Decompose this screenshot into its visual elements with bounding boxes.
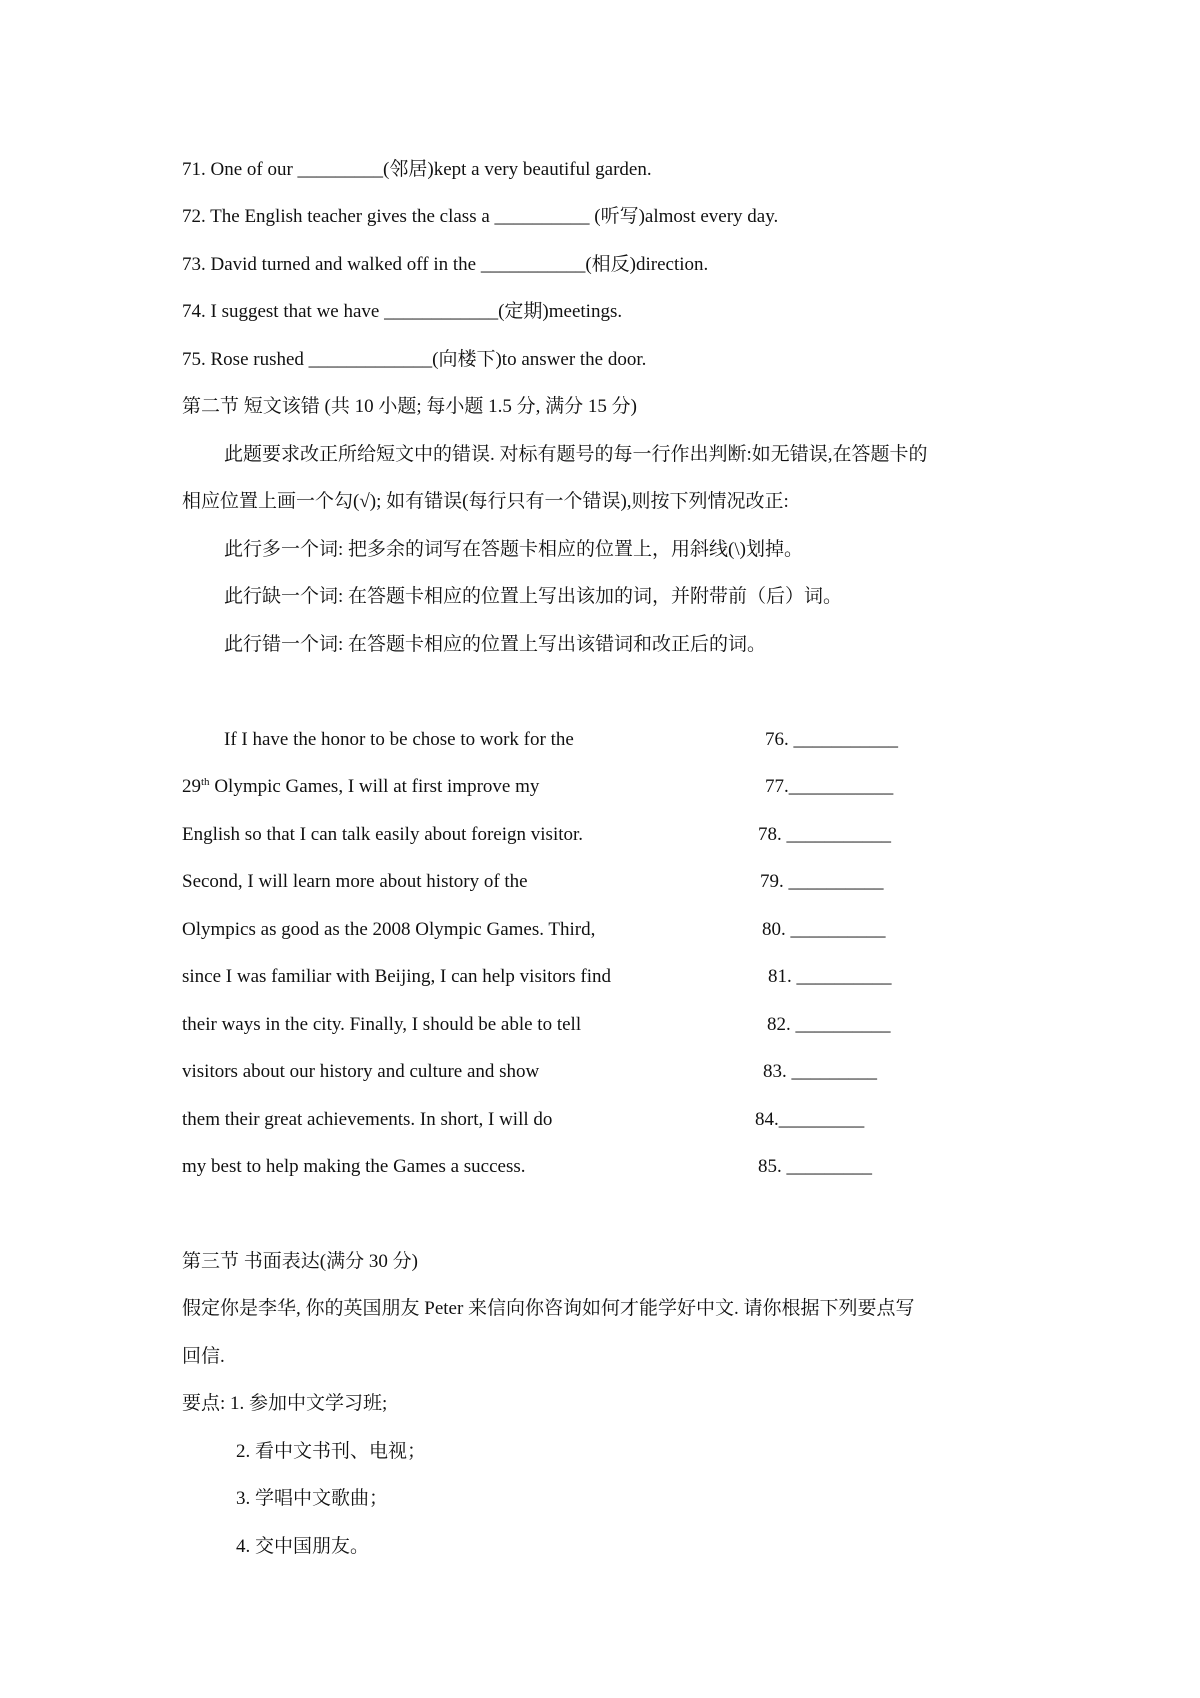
- passage-line-80: Olympics as good as the 2008 Olympic Games. Third,: [182, 919, 596, 940]
- vocab-item-71: 71. One of our _________(邻居)kept a very beautiful garden.: [182, 159, 652, 180]
- answer-blank-76: 76. ___________: [765, 729, 898, 750]
- passage-line-81: since I was familiar with Beijing, I can help visitors find: [182, 966, 611, 987]
- passage-line-77: 29th Olympic Games, I will at first improve my: [182, 776, 540, 797]
- vocab-item-73: 73. David turned and walked off in the ___________(相反)direction.: [182, 254, 709, 275]
- section2-instruction-1: 此题要求改正所给短文中的错误. 对标有题号的每一行作出判断:如无错误,在答题卡的: [224, 444, 928, 465]
- section2-heading: 第二节 短文该错 (共 10 小题; 每小题 1.5 分, 满分 15 分): [182, 396, 637, 417]
- writing-prompt-2: 回信.: [182, 1346, 225, 1367]
- answer-blank-83: 83. _________: [763, 1061, 877, 1082]
- passage-line-79: Second, I will learn more about history of the: [182, 871, 528, 892]
- answer-blank-79: 79. __________: [760, 871, 884, 892]
- section3-heading: 第三节 书面表达(满分 30 分): [182, 1251, 418, 1272]
- vocab-item-74: 74. I suggest that we have ____________(定期)meetings.: [182, 301, 623, 322]
- answer-blank-78: 78. ___________: [758, 824, 891, 845]
- writing-point-1: 要点: 1. 参加中文学习班;: [182, 1393, 388, 1414]
- answer-blank-77: 77.___________: [765, 776, 894, 797]
- writing-point-3: 3. 学唱中文歌曲；: [236, 1488, 389, 1509]
- passage-line-82: their ways in the city. Finally, I should be able to tell: [182, 1014, 582, 1035]
- rule-wrong-word: 此行错一个词: 在答题卡相应的位置上写出该错词和改正后的词。: [224, 634, 767, 655]
- passage-line-84: them their great achievements. In short, I will do: [182, 1109, 553, 1130]
- answer-blank-81: 81. __________: [768, 966, 892, 987]
- section2-instruction-2: 相应位置上画一个勾(√); 如有错误(每行只有一个错误),则按下列情况改正:: [182, 491, 789, 512]
- writing-point-4: 4. 交中国朋友。: [236, 1536, 370, 1557]
- passage-line-85: my best to help making the Games a success.: [182, 1156, 526, 1177]
- passage-line-76: If I have the honor to be chose to work for the: [224, 729, 574, 750]
- vocab-item-75: 75. Rose rushed _____________(向楼下)to answer the door.: [182, 349, 647, 370]
- rule-missing-word: 此行缺一个词: 在答题卡相应的位置上写出该加的词，并附带前（后）词。: [224, 586, 843, 607]
- writing-point-2: 2. 看中文书刊、电视；: [236, 1441, 427, 1462]
- vocab-item-72: 72. The English teacher gives the class a __________ (听写)almost every day.: [182, 206, 779, 227]
- rule-extra-word: 此行多一个词: 把多余的词写在答题卡相应的位置上，用斜线(\)划掉。: [224, 539, 803, 560]
- answer-blank-85: 85. _________: [758, 1156, 872, 1177]
- answer-blank-84: 84._________: [755, 1109, 865, 1130]
- answer-blank-82: 82. __________: [767, 1014, 891, 1035]
- answer-blank-80: 80. __________: [762, 919, 886, 940]
- passage-line-78: English so that I can talk easily about foreign visitor.: [182, 824, 584, 845]
- passage-line-83: visitors about our history and culture and show: [182, 1061, 540, 1082]
- writing-prompt-1: 假定你是李华, 你的英国朋友 Peter 来信向你咨询如何才能学好中文. 请你根据下列要点写: [182, 1298, 915, 1319]
